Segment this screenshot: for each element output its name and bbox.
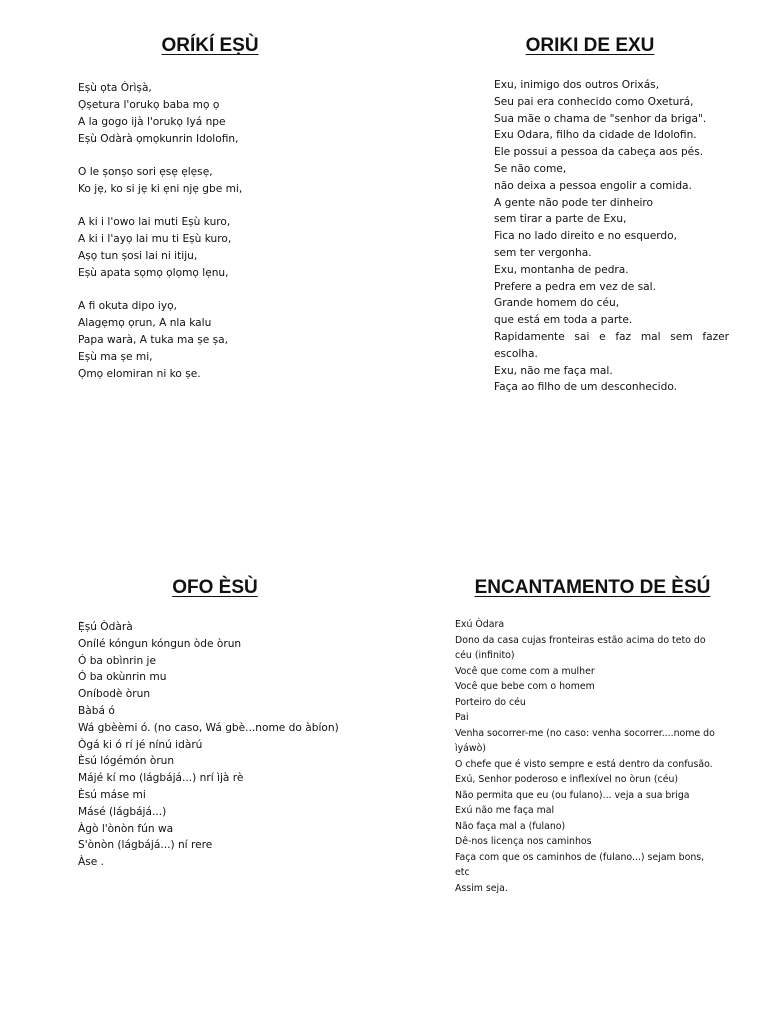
text-line: Exu, inimigo dos outros Orixás, bbox=[494, 79, 660, 91]
text-line: Você que come com a mulher bbox=[455, 665, 595, 677]
text-line: Onílé kóngun kóngun òde òrun bbox=[78, 637, 242, 650]
text-line: Wá gbèèmi ó. (no caso, Wá gbè...nome do àbíon) bbox=[78, 721, 339, 734]
text-line: Exú, Senhor poderoso e inflexível no òrun (céu) bbox=[455, 774, 679, 785]
text-line: Májé kí mo (lágbájá...) nrí ìjà rè bbox=[78, 772, 244, 785]
text-line: Faça com que os caminhos de (fulano...) sejam bons, bbox=[455, 851, 705, 863]
stanza-gap bbox=[78, 282, 398, 298]
text-line: A fi okuta dipo iyọ, bbox=[78, 300, 177, 312]
text-line: A ki i l'ayọ lai mu ti Eṣù kuro, bbox=[78, 233, 232, 245]
text-line: Ó ba obìnrin je bbox=[78, 654, 156, 667]
ofo-esu-text bbox=[78, 619, 408, 871]
text-line: O le ṣonṣo sori ẹsẹ ẹlẹsẹ, bbox=[78, 166, 213, 178]
text-line: Ẹ̀ṣú Òdàrà bbox=[78, 621, 133, 633]
text-line: Eṣù apata sọmọ ọlọmọ lẹnu, bbox=[78, 267, 229, 279]
text-line-justified: Rapidamente sai e faz mal sem fazer bbox=[494, 330, 729, 343]
text-line: Sua mãe o chama de "senhor da briga". bbox=[494, 112, 707, 125]
text-line: Alagẹmọ ọrun, A nla kalu bbox=[78, 317, 212, 329]
text-line: Dê-nos licença nos caminhos bbox=[455, 836, 592, 847]
text-line: etc bbox=[455, 867, 470, 878]
ofo-esu-title: OFO ÈSÙ bbox=[172, 577, 258, 598]
text-line: Exú Òdara bbox=[455, 619, 505, 630]
text-line: Fica no lado direito e no esquerdo, bbox=[494, 230, 677, 243]
text-line: Dono da casa cujas fronteiras estão acima do teto do bbox=[455, 634, 706, 646]
text-line: ìyáwò) bbox=[455, 743, 486, 754]
text-line: S'ònòn (lágbájá...) ní rere bbox=[78, 839, 213, 852]
text-line: Papa warà, A tuka ma ṣe ṣa, bbox=[78, 334, 228, 346]
text-line: O chefe que é visto sempre e está dentro da confusão. bbox=[455, 758, 713, 770]
text-line: Ele possui a pessoa da cabeça aos pés. bbox=[494, 146, 704, 159]
text-line: que está em toda a parte. bbox=[494, 314, 633, 327]
text-line: Èsú lógémón òrun bbox=[78, 755, 175, 768]
text-line: Pai bbox=[455, 712, 469, 723]
stanza-gap bbox=[78, 148, 398, 164]
text-line: Porteiro do céu bbox=[455, 696, 526, 708]
text-line: Èsú máse mi bbox=[78, 788, 146, 801]
text-line: Prefere a pedra em vez de sal. bbox=[494, 280, 656, 293]
stanza-gap bbox=[78, 198, 398, 214]
text-line: Eṣù Odàrà ọmọkunrin Idolofin, bbox=[78, 133, 239, 145]
text-line: Faça ao filho de um desconhecido. bbox=[494, 381, 677, 394]
encantamento-title: ENCANTAMENTO DE ÈSÚ bbox=[474, 577, 711, 598]
text-line: Bàbá ó bbox=[78, 704, 115, 717]
text-line: não deixa a pessoa engolir a comida. bbox=[494, 179, 692, 192]
oriki-exu-text bbox=[494, 77, 729, 396]
text-line: Exu Odara, filho da cidade de Idolofin. bbox=[494, 129, 697, 142]
text-line: céu (infinito) bbox=[455, 650, 515, 661]
text-line: Exu, não me faça mal. bbox=[494, 364, 613, 377]
text-line: Assim seja. bbox=[455, 882, 508, 894]
text-line: Ọmọ elomiran ni ko ṣe. bbox=[78, 368, 201, 380]
text-line: Aṣọ tun ṣosi lai ni itiju, bbox=[78, 250, 198, 262]
text-line: escolha. bbox=[494, 347, 538, 360]
oriki-exu-title: ORIKI DE EXU bbox=[525, 35, 655, 56]
text-line: Eṣù ma ṣe mi, bbox=[78, 351, 153, 363]
text-line: sem tirar a parte de Exu, bbox=[494, 213, 627, 226]
text-line: Venha socorrer-me (no caso: venha socorrer....nome do bbox=[455, 727, 715, 739]
text-line: Você que bebe com o homem bbox=[455, 681, 595, 692]
text-line: Não faça mal a (fulano) bbox=[455, 820, 566, 832]
text-line: Se não come, bbox=[494, 162, 567, 175]
text-line: Ọṣetura l'orukọ baba mọ ọ bbox=[78, 99, 220, 111]
text-line: Exú não me faça mal bbox=[455, 805, 555, 816]
text-line: Àse . bbox=[78, 856, 105, 869]
text-line: A ki i l'owo lai muti Eṣù kuro, bbox=[78, 216, 231, 228]
text-line: Àgò l'ònòn fún wa bbox=[78, 822, 174, 835]
text-line: A gente não pode ter dinheiro bbox=[494, 196, 654, 209]
text-line: Ògá ki ó rí jé nínú idàrú bbox=[78, 738, 203, 751]
text-line: Seu pai era conhecido como Oxeturá, bbox=[494, 95, 694, 108]
text-line: Ó ba okùnrin mu bbox=[78, 671, 167, 684]
text-line: Exu, montanha de pedra. bbox=[494, 263, 629, 276]
text-line: A la gogo ijà l'orukọ Iyá npe bbox=[78, 116, 226, 128]
text-line: Ko jẹ, ko si jẹ ki ẹni njẹ gbe mi, bbox=[78, 183, 243, 195]
text-line: Másé (lágbájá...) bbox=[78, 805, 167, 818]
text-line: Eṣù ọta Òrìṣà, bbox=[78, 82, 152, 94]
text-line: sem ter vergonha. bbox=[494, 246, 592, 259]
text-line: Grande homem do céu, bbox=[494, 297, 620, 310]
encantamento-text bbox=[455, 617, 745, 896]
oriki-esu-title: ORÍKÍ EṢÙ bbox=[161, 35, 259, 56]
oriki-esu-text bbox=[78, 80, 398, 383]
text-line: Não permita que eu (ou fulano)... veja a sua briga bbox=[455, 789, 690, 801]
text-line: Oníbodè òrun bbox=[78, 688, 151, 701]
